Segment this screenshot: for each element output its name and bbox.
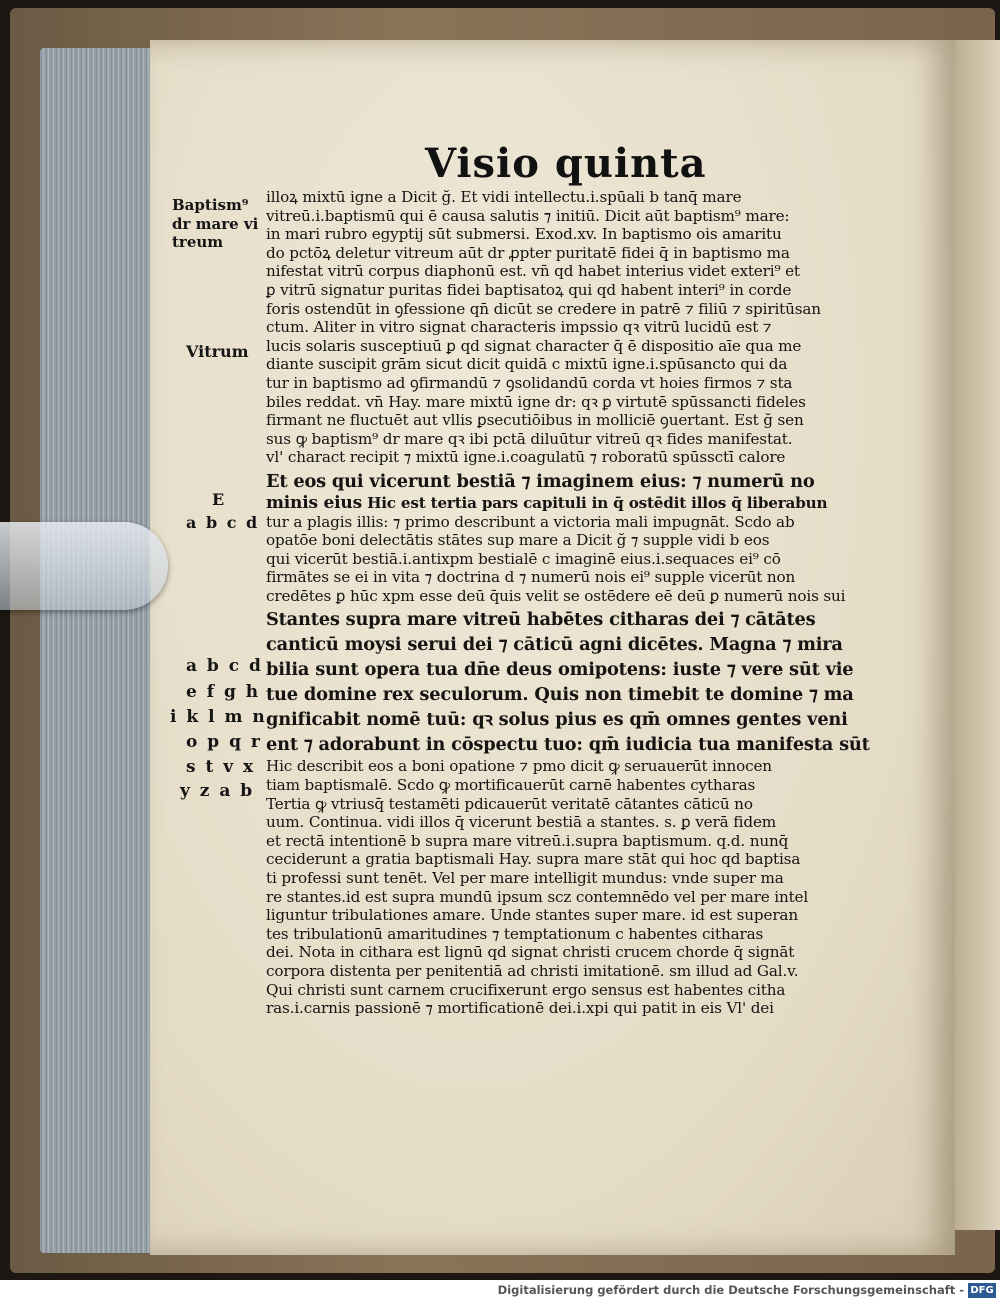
text-line: ti professi sunt tenēt. Vel per mare intelligit mundus: vnde super ma: [266, 869, 784, 888]
text-line: Tertia ꝙ vtriusq̄ testamēti pdicauerūt veritatē cātantes cāticū no: [266, 794, 753, 813]
scripture-line: [266, 494, 881, 513]
text-line: tes tribulationū amaritudines ⁊ temptationum c habentes citharas: [266, 924, 764, 943]
text-line: firmant ne fluctuēt aut vllis ꝑsecutiōibus in molliciē ꝯuertant. Est ğ sen: [266, 411, 804, 430]
facing-page-edge: [955, 40, 1000, 1230]
margin-note-row5: o p q r: [186, 732, 262, 752]
text-line: sus ꝙ baptism⁹ dr mare qꝛ ibi pctā diluūtur vitreū qꝛ fides manifestat.: [266, 429, 793, 448]
scripture-line: Stantes supra mare vitreū habētes citharas dei ⁊ cātātes: [266, 609, 816, 631]
page-clamp: [0, 522, 168, 610]
text-line: diante suscipit grām sicut dicit quidā c mixtū igne.i.spūsancto qui da: [266, 355, 788, 374]
text-line: Hic describit eos a boni opatione ⁊ pmo dicit ꝙ seruauerūt innocen: [266, 757, 772, 776]
page-edges: [40, 48, 158, 1253]
margin-note-line: dr mare vi: [172, 214, 259, 233]
text-line: et rectā intentionē b supra mare vitreū.i.supra baptismum. q.d. nunq̄: [266, 831, 789, 850]
scripture-line: canticū moysi serui dei ⁊ cāticū agni dicētes. Magna ⁊ mira: [266, 634, 843, 656]
page-heading: Visio quinta: [425, 140, 707, 187]
margin-note-row4: i k l m n: [170, 707, 267, 727]
margin-note-row3: e f g h: [186, 682, 261, 702]
scripture-fragment: minis eius: [266, 493, 362, 513]
text-line: uum. Continua. vidi illos q̄ vicerunt bestiā a stantes. s. ꝑ verā fidem: [266, 813, 777, 832]
main-text: [266, 188, 881, 1018]
text-line: foris ostendūt in ꝯfessione qn̄ dicūt se credere in patrē ⁊ filiū ⁊ spiritūsan: [266, 299, 821, 318]
dfg-logo-icon: DFG: [968, 1283, 996, 1298]
margin-note-letter-e: E: [212, 490, 225, 509]
text-line: opatōe boni delectātis stātes sup mare a Dicit ğ ⁊ supple vidi b eos: [266, 531, 770, 550]
scripture-line: bilia sunt opera tua dn̄e deus omipotens: iuste ⁊ vere sūt vie: [266, 659, 854, 681]
margin-note-row2: a b c d: [186, 656, 263, 676]
text-line: vitreū.i.baptismū qui ē causa salutis ⁊ initiū. Dicit aūt baptism⁹ mare:: [266, 206, 790, 225]
text-line: corpora distenta per penitentiā ad christi imitationē. sm illud ad Gal.v.: [266, 962, 799, 980]
margin-note-vitrum: Vitrum: [186, 342, 249, 361]
text-line: nifestat vitrū corpus diaphonū est. vn̄ qd habet interius videt exteri⁹ et: [266, 262, 800, 281]
scripture-line: ent ⁊ adorabunt in cōspectu tuo: qm̄ iudicia tua manifesta sūt: [266, 734, 870, 756]
scripture-line: tue domine rex seculorum. Quis non timebit te domine ⁊ ma: [266, 684, 854, 706]
margin-note-line: Baptism⁹: [172, 196, 249, 214]
text-line: vl' charact recipit ⁊ mixtū igne.i.coagulatū ⁊ roboratū spūssctī calore: [266, 448, 786, 467]
margin-note-row7: y z a b: [180, 781, 255, 801]
text-line: tur in baptismo ad ꝯfirmandū ⁊ ꝯsolidandū corda vt hoies firmos ⁊ sta: [266, 373, 793, 392]
scripture-line: Et eos qui vicerunt bestiā ⁊ imaginem eius: ⁊ numerū no: [266, 470, 815, 492]
text-line: biles reddat. vn̄ Hay. mare mixtū igne dr: qꝛ ꝑ virtutē spūssancti fideles: [266, 392, 806, 411]
text-line: do pctōꝝ deletur vitreum aūt dr ꝓpter puritatē fidei q̄ in baptismo ma: [266, 243, 790, 262]
text-line: qui vicerūt bestiā.i.antixpm bestialē c imaginē eius.i.sequaces ei⁹ cō: [266, 549, 781, 568]
margin-note-row1: a b c d: [186, 513, 260, 532]
margin-note-baptismus: [172, 196, 258, 252]
text-line: ras.i.carnis passionē ⁊ mortificationē dei.i.xpi qui patit in eis Vl' dei: [266, 999, 774, 1018]
text-line: credētes ꝑ hūc xpm esse deū q̄uis velit se ostēdere eē deū ꝑ numerū nois sui: [266, 586, 846, 605]
text-line: tur a plagis illis: ⁊ primo describunt a victoria mali impugnāt. Scdo ab: [266, 512, 795, 531]
text-line: ꝑ vitrū signatur puritas fidei baptisatoꝝ qui qd habent interi⁹ in corde: [266, 280, 792, 299]
commentary-fragment: Hic est tertia pars capituli in q̄ ostēdit illos q̄ liberabun: [367, 493, 828, 512]
text-line: firmātes se ei in vita ⁊ doctrina d ⁊ numerū nois ei⁹ supple vicerūt non: [266, 568, 796, 587]
text-line: Qui christi sunt carnem crucifixerunt ergo sensus est habentes citha: [266, 980, 786, 999]
text-line: tiam baptismalē. Scdo ꝙ mortificauerūt carnē habentes cytharas: [266, 776, 756, 795]
scripture-line: gnificabit nomē tuū: qꝛ solus pius es qm̄ omnes gentes veni: [266, 709, 848, 731]
margin-note-line: treum: [172, 233, 224, 252]
text-line: ctum. Aliter in vitro signat characteris impssio qꝛ vitrū lucidū est ⁊: [266, 318, 772, 337]
text-line: dei. Nota in cithara est lignū qd signat christi crucem chorde q̄ signāt: [266, 943, 795, 962]
text-line: liguntur tribulationes amare. Unde stantes super mare. id est superan: [266, 906, 798, 925]
text-line: lucis solaris susceptiuū ꝑ qd signat character q̄ ē dispositio aīe qua me: [266, 336, 802, 355]
text-line: re stantes.id est supra mundū ipsum scz contemnēdo vel per mare intel: [266, 887, 809, 906]
text-line: ceciderunt a gratia baptismali Hay. supra mare stāt qui hoc qd baptisa: [266, 850, 801, 869]
margin-note-row6: s t v x: [186, 757, 256, 777]
footer-credit: Digitalisierung gefördert durch die Deutsche Forschungsgemeinschaft -: [497, 1283, 964, 1297]
text-line: in mari rubro egyptij sūt submersi. Exod.xv. In baptismo ois amaritu: [266, 225, 782, 244]
text-line: illoꝝ mixtū igne a Dicit ğ. Et vidi intellectu.i.spūali b tanq̄ mare: [266, 188, 742, 206]
